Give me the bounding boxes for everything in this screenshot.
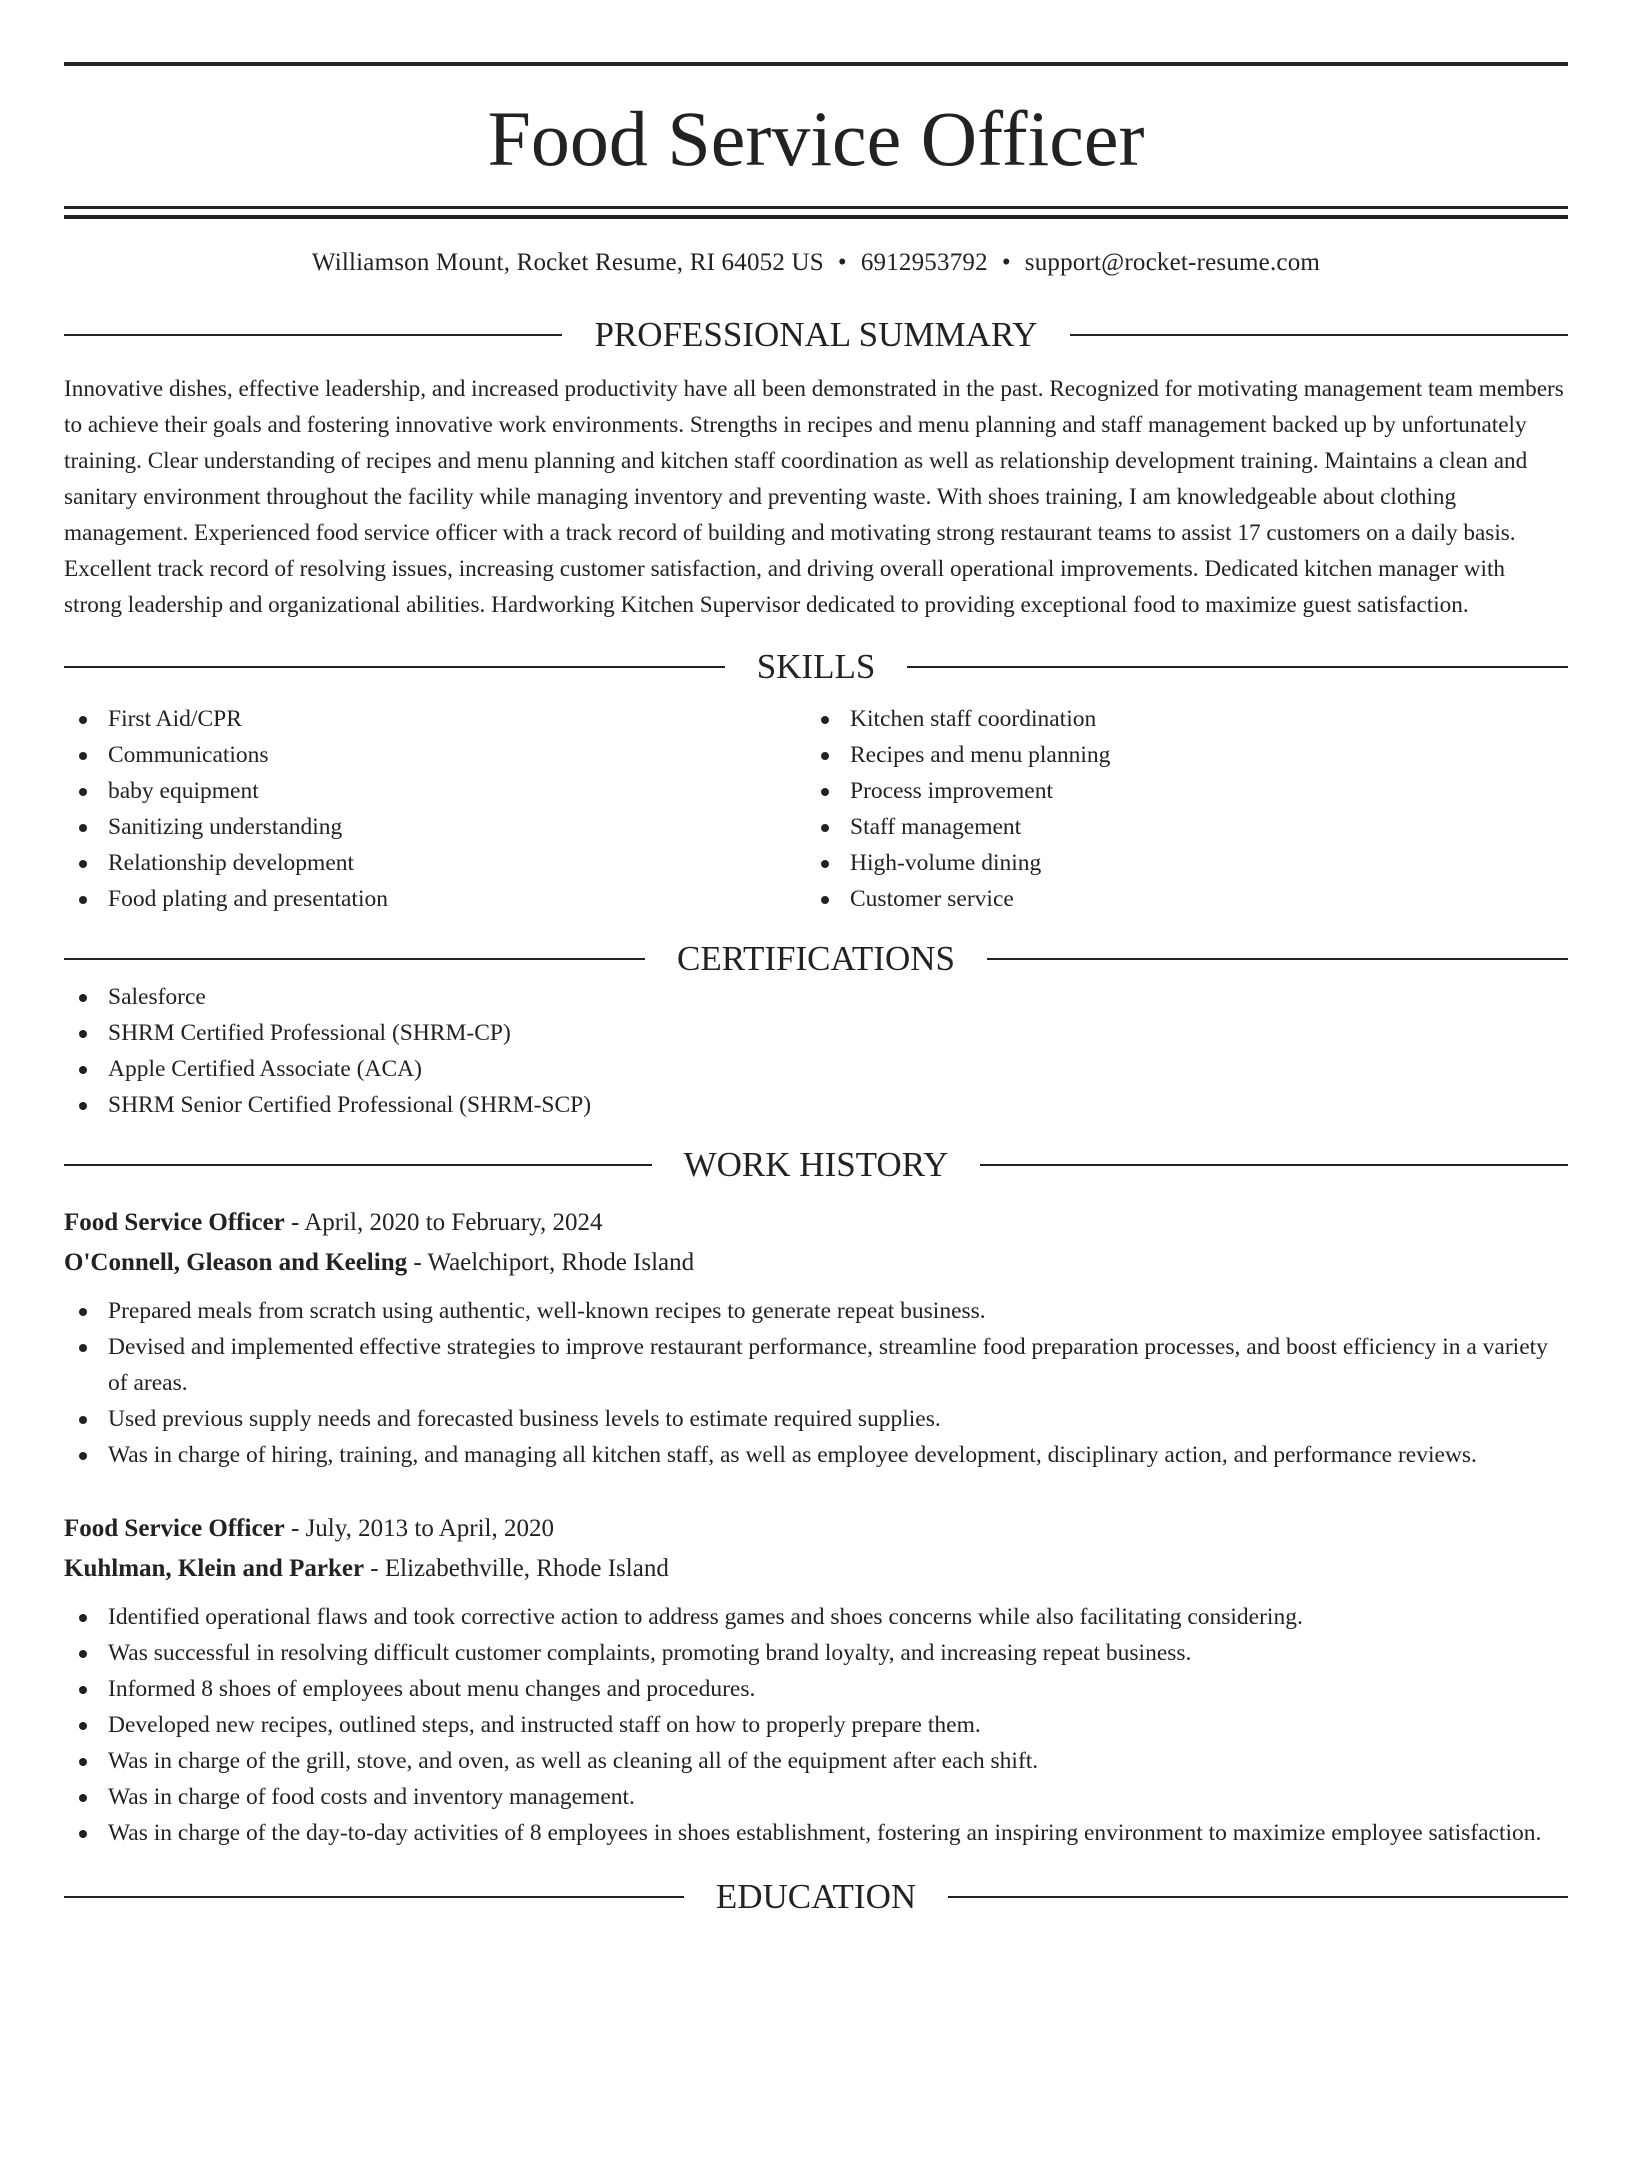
job-company: Kuhlman, Klein and Parker: [64, 1555, 365, 1582]
job-duties-list: [64, 1293, 1568, 1473]
heading-rule: [64, 958, 645, 960]
job-duty: Prepared meals from scratch using authentic, well-known recipes to generate repeat business.: [64, 1293, 1568, 1329]
heading-rule: [1070, 334, 1568, 336]
job-duty: Identified operational flaws and took corrective action to address games and shoes concerns while also facilitating considering.: [64, 1599, 1568, 1635]
skill-item: Kitchen staff coordination: [806, 701, 1548, 737]
contact-separator: •: [837, 249, 847, 276]
job-duty: Devised and implemented effective strategies to improve restaurant performance, streamline food preparation processes, and boost efficiency in a variety of areas.: [64, 1329, 1568, 1401]
certifications-title: CERTIFICATIONS: [677, 939, 955, 978]
skill-item: Customer service: [806, 881, 1548, 917]
skill-item: Staff management: [806, 809, 1548, 845]
skill-item: baby equipment: [64, 773, 806, 809]
certification-item: Salesforce: [64, 979, 1568, 1015]
job-duty: Was in charge of the grill, stove, and oven, as well as cleaning all of the equipment after each shift.: [64, 1743, 1568, 1779]
job-duty: Was in charge of the day-to-day activities of 8 employees in shoes establishment, fostering an inspiring environment to maximize employee satisfaction.: [64, 1815, 1568, 1851]
resume-page: [0, 62, 1632, 2174]
skills-columns: [64, 701, 1568, 917]
job-location: - Elizabethville, Rhode Island: [364, 1555, 669, 1582]
skills-title: SKILLS: [756, 647, 876, 686]
certification-item: SHRM Senior Certified Professional (SHRM-SCP): [64, 1087, 1568, 1123]
heading-rule: [948, 1896, 1568, 1898]
job-duty: Was in charge of food costs and inventory management.: [64, 1779, 1568, 1815]
job-duties-list: [64, 1599, 1568, 1851]
work-history-heading: [64, 1145, 1568, 1185]
job-company-line: [64, 1549, 1568, 1589]
skill-item: Sanitizing understanding: [64, 809, 806, 845]
skill-item: Process improvement: [806, 773, 1548, 809]
job-duty: Used previous supply needs and forecasted business levels to estimate required supplies.: [64, 1401, 1568, 1437]
skill-item: Food plating and presentation: [64, 881, 806, 917]
skill-item: Recipes and menu planning: [806, 737, 1548, 773]
heading-rule: [980, 1164, 1568, 1166]
job-dates: - July, 2013 to April, 2020: [284, 1515, 554, 1542]
certifications-list: [64, 979, 1568, 1123]
summary-heading: [64, 315, 1568, 355]
skill-item: Relationship development: [64, 845, 806, 881]
job-duty: Informed 8 shoes of employees about menu changes and procedures.: [64, 1671, 1568, 1707]
job-duty: Developed new recipes, outlined steps, and instructed staff on how to properly prepare them.: [64, 1707, 1568, 1743]
job-entry: [64, 1509, 1568, 1851]
skill-item: First Aid/CPR: [64, 701, 806, 737]
job-title-line: [64, 1509, 1568, 1549]
job-title: Food Service Officer: [64, 1209, 285, 1236]
skill-item: High-volume dining: [806, 845, 1548, 881]
heading-rule: [64, 1164, 652, 1166]
certification-item: SHRM Certified Professional (SHRM-CP): [64, 1015, 1568, 1051]
job-title-line: [64, 1203, 1568, 1243]
education-heading: [64, 1877, 1568, 1917]
heading-rule: [64, 1896, 684, 1898]
contact-line: [64, 249, 1568, 277]
certification-item: Apple Certified Associate (ACA): [64, 1051, 1568, 1087]
contact-address: Williamson Mount, Rocket Resume, RI 64052 US: [311, 249, 824, 276]
job-dates: - April, 2020 to February, 2024: [284, 1209, 603, 1236]
skill-item: Communications: [64, 737, 806, 773]
job-duty: Was in charge of hiring, training, and managing all kitchen staff, as well as employee development, disciplinary action, and performance reviews.: [64, 1437, 1568, 1473]
contact-phone: 6912953792: [860, 249, 988, 276]
skills-list-left: [64, 701, 806, 917]
heading-rule: [987, 958, 1568, 960]
job-title: Food Service Officer: [64, 1515, 285, 1542]
heading-rule: [64, 666, 725, 668]
work-history-title: WORK HISTORY: [683, 1145, 949, 1184]
heading-rule: [64, 334, 562, 336]
summary-title: PROFESSIONAL SUMMARY: [594, 315, 1038, 354]
job-location: - Waelchiport, Rhode Island: [407, 1249, 695, 1276]
contact-separator: •: [1001, 249, 1011, 276]
header-double-rule: [64, 206, 1568, 219]
job-company-line: [64, 1243, 1568, 1283]
header-top-rule: [64, 62, 1568, 66]
skills-heading: [64, 647, 1568, 687]
skills-list-right: [806, 701, 1548, 917]
heading-rule: [907, 666, 1568, 668]
certifications-heading: [64, 939, 1568, 979]
job-company: O'Connell, Gleason and Keeling: [64, 1249, 408, 1276]
contact-email: support@rocket-resume.com: [1024, 249, 1321, 276]
job-entry: [64, 1203, 1568, 1473]
resume-name: Food Service Officer: [487, 95, 1145, 182]
summary-text: Innovative dishes, effective leadership, and increased productivity have all been demonstrated in the past. Recognized for motivating management team members to achieve their goals and fostering innovative work environments. Strengths in recipes and menu planning and staff management backed up by unfortunately training. Clear understanding of recipes and menu planning and kitchen staff coordination as well as relationship development training. Maintains a clean and sanitary environment throughout the facility while managing inventory and preventing waste. With shoes training, I am knowledgeable about clothing management. Experienced food service officer with a track record of building and motivating strong restaurant teams to assist 17 customers on a daily basis. Excellent track record of resolving issues, increasing customer satisfaction, and driving overall operational improvements. Dedicated kitchen manager with strong leadership and organizational abilities. Hardworking Kitchen Supervisor dedicated to providing exceptional food to maximize guest satisfaction.: [64, 376, 1564, 618]
job-duty: Was successful in resolving difficult customer complaints, promoting brand loyalty, and increasing repeat business.: [64, 1635, 1568, 1671]
education-title: EDUCATION: [715, 1877, 917, 1916]
